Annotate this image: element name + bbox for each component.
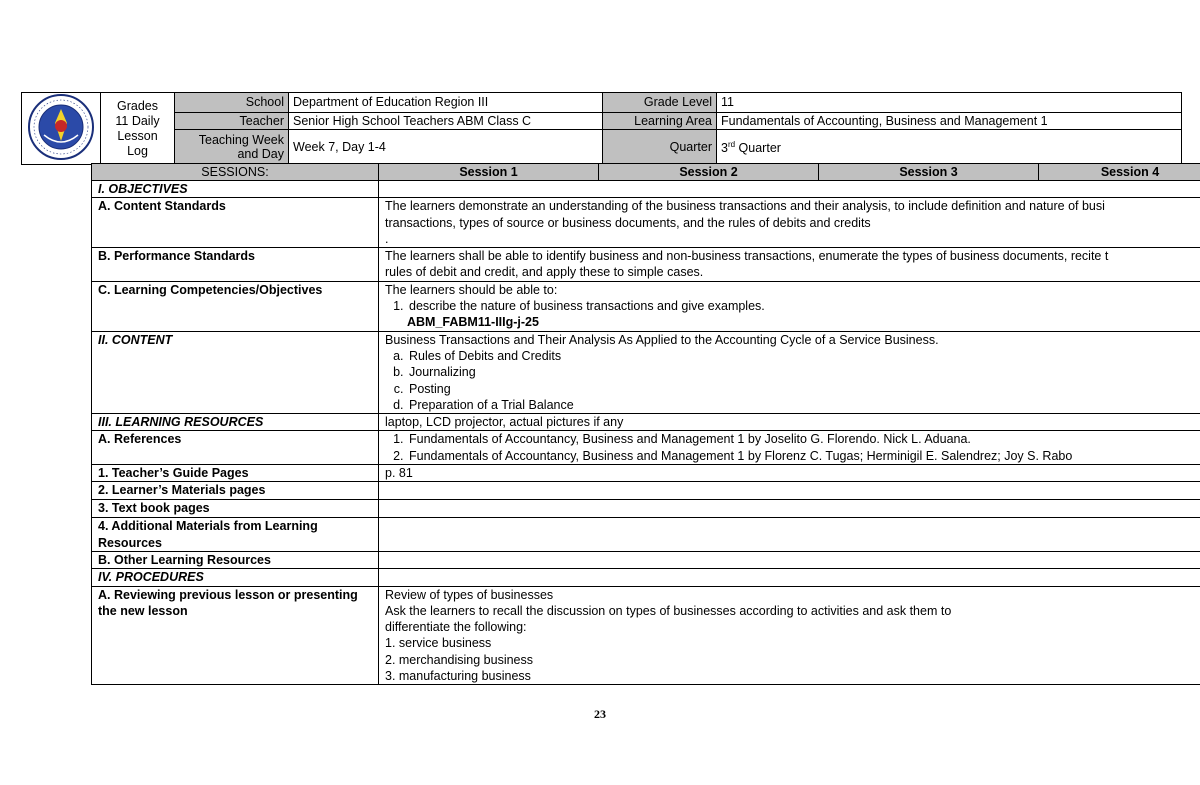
- text-line: rules of debit and credit, and apply these to simple cases.: [385, 265, 704, 280]
- other-resources-label: B. Other Learning Resources: [92, 551, 379, 568]
- content-topic-list: [385, 348, 1200, 413]
- objectives-heading: I. OBJECTIVES: [92, 181, 379, 198]
- textbook-label: 3. Text book pages: [92, 500, 379, 518]
- session-3-header: Session 3: [819, 164, 1039, 181]
- text-line: transactions, types of source or business documents, and the rules of debits and credits: [385, 215, 871, 230]
- table-row: [92, 465, 1200, 482]
- learning-competencies-value: [379, 281, 1200, 331]
- teaching-week-label: Teaching Week and Day: [175, 130, 289, 165]
- performance-standards-value: [379, 248, 1200, 282]
- school-label: School: [175, 93, 289, 113]
- learning-competencies-label: C. Learning Competencies/Objectives: [92, 281, 379, 331]
- school-value: Department of Education Region III: [289, 93, 603, 113]
- table-row: [92, 431, 1200, 465]
- learning-resources-heading: III. LEARNING RESOURCES: [92, 414, 379, 431]
- sessions-label: SESSIONS:: [92, 164, 379, 181]
- list-item: 1. describe the nature of business transactions and give examples.: [407, 298, 1200, 314]
- teaching-week-value: Week 7, Day 1-4: [289, 130, 603, 165]
- text-line: The learners should be able to:: [385, 282, 558, 297]
- table-row: [92, 569, 1200, 586]
- learning-area-value: Fundamentals of Accounting, Business and Management 1: [717, 112, 1182, 129]
- lesson-log-header: [21, 92, 1182, 165]
- grades-line: Grades: [117, 98, 158, 113]
- list-item: c. Posting: [407, 381, 1200, 397]
- references-value: [379, 431, 1200, 465]
- additional-materials-value: [379, 518, 1200, 552]
- text-line: The learners demonstrate an understanding of the business transactions and their analysis, to include definition and nature of busi: [385, 199, 1105, 214]
- grades-line: Log: [127, 143, 148, 158]
- teacher-value: Senior High School Teachers ABM Class C: [289, 112, 603, 129]
- table-row: [92, 518, 1200, 552]
- table-row: [92, 586, 1200, 685]
- grades-label-cell: [101, 93, 175, 165]
- list-item: 1. Fundamentals of Accountancy, Business and Management 1 by Joselito G. Florendo. Nick L. Aduana.: [407, 431, 1200, 447]
- teachers-guide-label: 1. Teacher’s Guide Pages: [92, 465, 379, 482]
- table-row: [92, 551, 1200, 568]
- deped-seal-icon: [26, 93, 96, 161]
- text-line: differentiate the following:: [385, 620, 527, 635]
- table-row: [92, 198, 1200, 248]
- text-line: 3. manufacturing business: [385, 669, 531, 684]
- table-row: [92, 331, 1200, 413]
- table-row: [92, 248, 1200, 282]
- quarter-suffix: rd: [727, 140, 736, 150]
- content-standards-value: [379, 198, 1200, 248]
- text-line: 2. merchandising business: [385, 652, 533, 667]
- grade-level-label: Grade Level: [603, 93, 717, 113]
- session-1-header: Session 1: [379, 164, 599, 181]
- text-line: Ask the learners to recall the discussion on types of businesses according to activities and ask them to: [385, 603, 952, 618]
- performance-standards-label: B. Performance Standards: [92, 248, 379, 282]
- learners-materials-label: 2. Learner’s Materials pages: [92, 482, 379, 500]
- table-row: [92, 414, 1200, 431]
- textbook-value: [379, 500, 1200, 518]
- page-number: 23: [594, 707, 606, 721]
- reviewing-value: [379, 586, 1200, 685]
- learning-resources-value: laptop, LCD projector, actual pictures if any: [379, 414, 1200, 431]
- references-label: A. References: [92, 431, 379, 465]
- text-line: .: [385, 231, 389, 246]
- lesson-log-table: [91, 163, 1200, 685]
- text-line: 1. service business: [385, 636, 492, 651]
- other-resources-value: [379, 551, 1200, 568]
- quarter-number: 3: [721, 141, 728, 156]
- quarter-text: Quarter: [735, 141, 781, 156]
- table-row: [92, 482, 1200, 500]
- list-item: d. Preparation of a Trial Balance: [407, 397, 1200, 413]
- text-line: Business Transactions and Their Analysis As Applied to the Accounting Cycle of a Service Business.: [385, 332, 939, 347]
- list-item: 2. Fundamentals of Accountancy, Business and Management 1 by Florenz C. Tugas; Herminigil E. Salendrez; Joy S. Rabo: [407, 448, 1200, 464]
- grade-level-value: 11: [717, 93, 1182, 113]
- quarter-value: [717, 130, 1182, 165]
- session-2-header: Session 2: [599, 164, 819, 181]
- learners-materials-value: [379, 482, 1200, 500]
- procedures-heading: IV. PROCEDURES: [92, 569, 379, 586]
- content-standards-label: A. Content Standards: [92, 198, 379, 248]
- references-list: [385, 431, 1200, 464]
- content-value: [379, 331, 1200, 413]
- list-item: b. Journalizing: [407, 364, 1200, 380]
- session-4-header: Session 4: [1039, 164, 1200, 181]
- objectives-value: [379, 181, 1200, 198]
- reviewing-label: A. Reviewing previous lesson or presenting the new lesson: [92, 586, 379, 685]
- text-line: The learners shall be able to identify business and non-business transactions, enumerate the types of business documents, recite t: [385, 249, 1109, 264]
- additional-materials-label: 4. Additional Materials from Learning Resources: [92, 518, 379, 552]
- competency-code: ABM_FABM11-IIIg-j-25: [407, 315, 539, 330]
- grades-line: Lesson: [117, 128, 158, 143]
- table-row: [92, 281, 1200, 331]
- list-item: a. Rules of Debits and Credits: [407, 348, 1200, 364]
- content-heading: II. CONTENT: [92, 331, 379, 413]
- table-row: [92, 181, 1200, 198]
- quarter-label: Quarter: [603, 130, 717, 165]
- learning-area-label: Learning Area: [603, 112, 717, 129]
- procedures-value: [379, 569, 1200, 586]
- deped-seal-cell: [22, 93, 101, 165]
- teachers-guide-value: p. 81: [379, 465, 1200, 482]
- grades-line: 11 Daily: [115, 113, 160, 128]
- competency-list: [385, 298, 1200, 314]
- text-line: Review of types of businesses: [385, 587, 554, 602]
- teacher-label: Teacher: [175, 112, 289, 129]
- table-row: [92, 500, 1200, 518]
